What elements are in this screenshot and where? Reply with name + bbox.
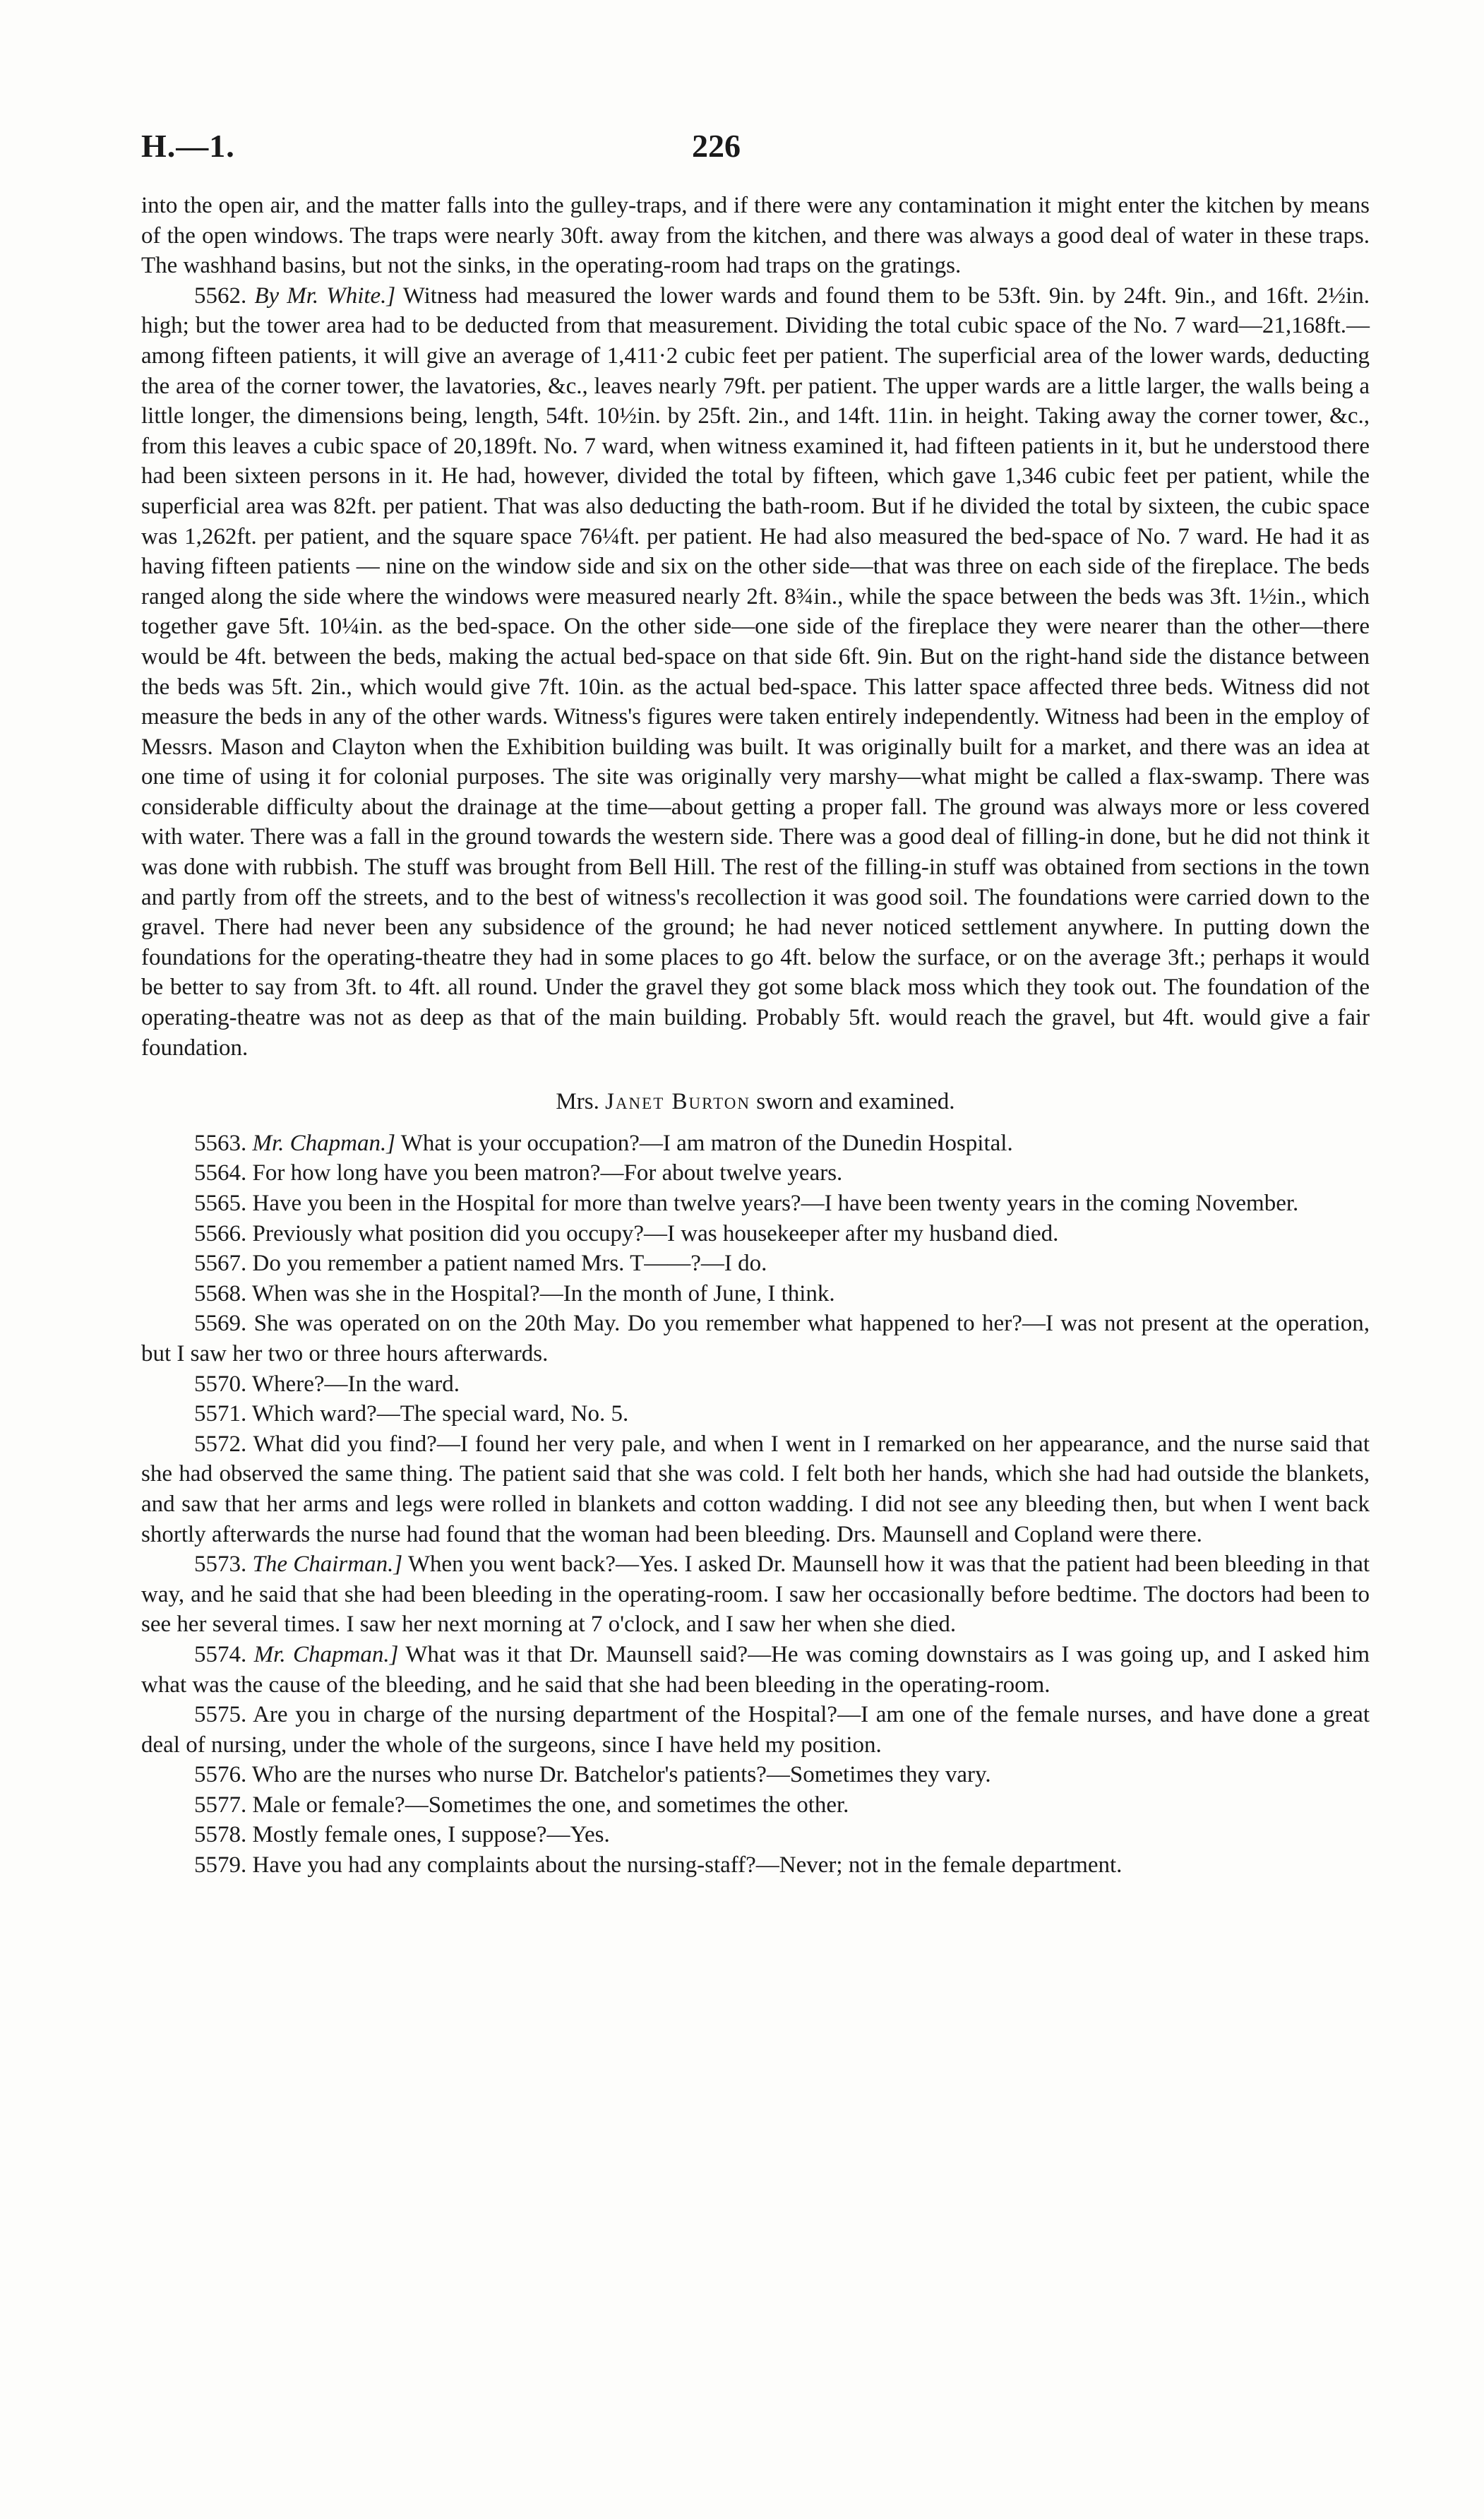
qa-item-5566 — [141, 1219, 1370, 1249]
witness-heading-prefix: Mrs. — [556, 1089, 606, 1115]
qa-item-5573 — [141, 1549, 1370, 1640]
question-number: 5579. — [194, 1852, 247, 1878]
qa-item-5568 — [141, 1279, 1370, 1309]
question-number: 5571. — [194, 1401, 247, 1427]
question-number: 5574. — [194, 1641, 247, 1667]
qa-text: Which ward?—The special ward, No. 5. — [251, 1401, 629, 1427]
paragraph-5562 — [141, 281, 1370, 1063]
qa-item-5569 — [141, 1309, 1370, 1369]
witness-heading-suffix: sworn and examined. — [750, 1089, 955, 1115]
qa-text: When was she in the Hospital?—In the month of June, I think. — [251, 1280, 835, 1306]
speaker-label: The Chairman.] — [252, 1552, 403, 1578]
qa-text: Have you had any complaints about the nursing-staff?—Never; not in the female department. — [252, 1852, 1123, 1878]
qa-text: Where?—In the ward. — [251, 1371, 460, 1397]
qa-item-5572 — [141, 1429, 1370, 1549]
speaker-label: Mr. Chapman.] — [252, 1130, 396, 1156]
qa-item-5579 — [141, 1850, 1370, 1881]
qa-item-5577 — [141, 1790, 1370, 1821]
qa-text: Do you remember a patient named Mrs. T——?—I do. — [252, 1251, 767, 1277]
qa-text: Mostly female ones, I suppose?—Yes. — [252, 1822, 610, 1848]
qa-text: Are you in charge of the nursing department of the Hospital?—I am one of the female nurses, and have done a great deal of nursing, under the whole of the surgeons, since I have held my position. — [141, 1702, 1370, 1758]
qa-text: What is your occupation?—I am matron of the Dunedin Hospital. — [395, 1130, 1013, 1156]
witness-name: Janet Burton — [605, 1089, 750, 1115]
qa-item-5576 — [141, 1760, 1370, 1790]
qa-item-5578 — [141, 1820, 1370, 1850]
qa-item-5575 — [141, 1700, 1370, 1760]
qa-item-5563 — [141, 1129, 1370, 1159]
qa-text: Have you been in the Hospital for more than twelve years?—I have been twenty years in the coming November. — [252, 1191, 1299, 1216]
question-number: 5568. — [194, 1280, 247, 1306]
qa-text: What did you find?—I found her very pale, and when I went in I remarked on her appearance, and the nurse said that she had observed the same thing. The patient said that she was cold. I felt both her hands, which she had had outside the blankets, and saw that her arms and legs were rolled in blankets and cotton wadding. I did not see any bleeding then, but when I went back shortly afterwards the nurse had found that the woman had been bleeding. Drs. Maunsell and Copland were there. — [141, 1431, 1370, 1547]
page-header — [141, 127, 1370, 169]
qa-text: What was it that Dr. Maunsell said?—He was coming downstairs as I was going up, and I asked him what was the cause of the bleeding, and he said that she had been bleeding in the operating-room. — [141, 1641, 1370, 1698]
qa-item-5571 — [141, 1399, 1370, 1429]
question-number: 5577. — [194, 1792, 247, 1818]
qa-text: Who are the nurses who nurse Dr. Batchelor's patients?—Sometimes they vary. — [251, 1762, 991, 1788]
page-number: 226 — [692, 128, 741, 164]
qa-item-5565 — [141, 1189, 1370, 1219]
paragraph-text: Witness had measured the lower wards and found them to be 53ft. 9in. by 24ft. 9in., and 16ft. 2½in. high; but the tower area had to be deducted from that measurement. Dividing the total cubic space of the No. 7 ward—21,168ft.—among fifteen patients, it will give an average of 1,411·2 cubic feet per patient. The superficial area of the lower wards, deducting the area of the corner tower, the lavatories, &c., leaves nearly 79ft. per patient. The upper wards are a little larger, the walls being a little longer, the dimensions being, length, 54ft. 10½in. by 25ft. 2in., and 14ft. 11in. in height. Taking away the corner tower, &c., from this leaves a cubic space of 20,189ft. No. 7 ward, when witness examined it, had fifteen patients in it, but he understood there had been sixteen persons in it. He had, however, divided the total by fifteen, which gave 1,346 cubic feet per patient, while the superficial area was 82ft. per patient. That was also deducting the bath-room. But if he divided the total by sixteen, the cubic space was 1,262ft. per patient, and the square space 76¼ft. per patient. He had also measured the bed-space of No. 7 ward. He had it as having fifteen patients — nine on the window side and six on the other side—that was three on each side of the fireplace. The beds ranged along the side where the windows were measured nearly 2ft. 8¾in., while the space between the beds was 3ft. 1½in., which together gave 5ft. 10¼in. as the bed-space. On the other side—one side of the fireplace they were nearer than the other—there would be 4ft. between the beds, making the actual bed-space on that side 6ft. 9in. But on the right-hand side the distance between the beds was 5ft. 2in., which would give 7ft. 10in. as the actual bed-space. This latter space affected three beds. Witness did not measure the beds in any of the other wards. Witness's figures were taken entirely independently. Witness had been in the employ of Messrs. Mason and Clayton when the Exhibition building was built. It was originally built for a market, and there was an idea at one time of using it for colonial purposes. The site was originally very marshy—what might be called a flax-swamp. There was considerable difficulty about the drainage at the time—about getting a proper fall. The ground was always more or less covered with water. There was a fall in the ground towards the western side. There was a good deal of filling-in done, but he did not think it was done with rubbish. The stuff was brought from Bell Hill. The rest of the filling-in stuff was obtained from sections in the town and partly from off the streets, and to the best of witness's recollection it was good soil. The foundations were carried down to the gravel. There had never been any subsidence of the ground; he had never noticed settlement anywhere. In putting down the foundations for the operating-theatre they had in some places to go 4ft. below the surface, or on the average 3ft.; perhaps it would be better to say from 3ft. to 4ft. all round. Under the gravel they got some black moss which they took out. The foundation of the operating-theatre was not as deep as that of the main building. Probably 5ft. would reach the gravel, but 4ft. would give a fair foundation. — [141, 282, 1370, 1061]
question-number: 5562. — [194, 282, 247, 309]
question-number: 5578. — [194, 1822, 247, 1848]
question-number: 5575. — [194, 1702, 247, 1728]
qa-text: For how long have you been matron?—For about twelve years. — [252, 1160, 843, 1186]
qa-item-5567 — [141, 1249, 1370, 1279]
witness-heading — [141, 1087, 1370, 1117]
qa-text: Previously what position did you occupy?—I was housekeeper after my husband died. — [252, 1220, 1059, 1246]
qa-item-5570 — [141, 1369, 1370, 1400]
qa-text: Male or female?—Sometimes the one, and sometimes the other. — [252, 1792, 849, 1818]
document-body — [141, 191, 1370, 1881]
question-number: 5567. — [194, 1251, 247, 1277]
qa-item-5574 — [141, 1640, 1370, 1700]
qa-text: When you went back?—Yes. I asked Dr. Maunsell how it was that the patient had been bleeding in that way, and he said that she had been bleeding in the operating-room. I saw her occasionally before bedtime. The doctors had been to see her several times. I saw her next morning at 7 o'clock, and I saw her when she died. — [141, 1552, 1370, 1638]
qa-text: She was operated on on the 20th May. Do you remember what happened to her?—I was not present at the operation, but I saw her two or three hours afterwards. — [141, 1311, 1370, 1366]
speaker-label: Mr. Chapman.] — [253, 1641, 399, 1667]
question-number: 5565. — [194, 1191, 247, 1216]
question-number: 5563. — [194, 1130, 247, 1156]
question-number: 5569. — [194, 1311, 247, 1337]
qa-item-5564 — [141, 1158, 1370, 1189]
question-number: 5566. — [194, 1220, 247, 1246]
question-number: 5573. — [194, 1552, 247, 1578]
paragraph-continuation: into the open air, and the matter falls into the gulley-traps, and if there were any contamination it might enter the kitchen by means of the open windows. The traps were nearly 30ft. away from the kitchen, and there was always a good deal of water in these traps. The washhand basins, but not the sinks, in the operating-room had traps on the gratings. — [141, 193, 1370, 279]
speaker-label: By Mr. White.] — [254, 282, 396, 309]
question-number: 5564. — [194, 1160, 247, 1186]
question-number: 5570. — [194, 1371, 247, 1397]
question-number: 5572. — [194, 1431, 247, 1457]
question-number: 5576. — [194, 1762, 247, 1788]
document-reference: H.—1. — [141, 128, 235, 164]
